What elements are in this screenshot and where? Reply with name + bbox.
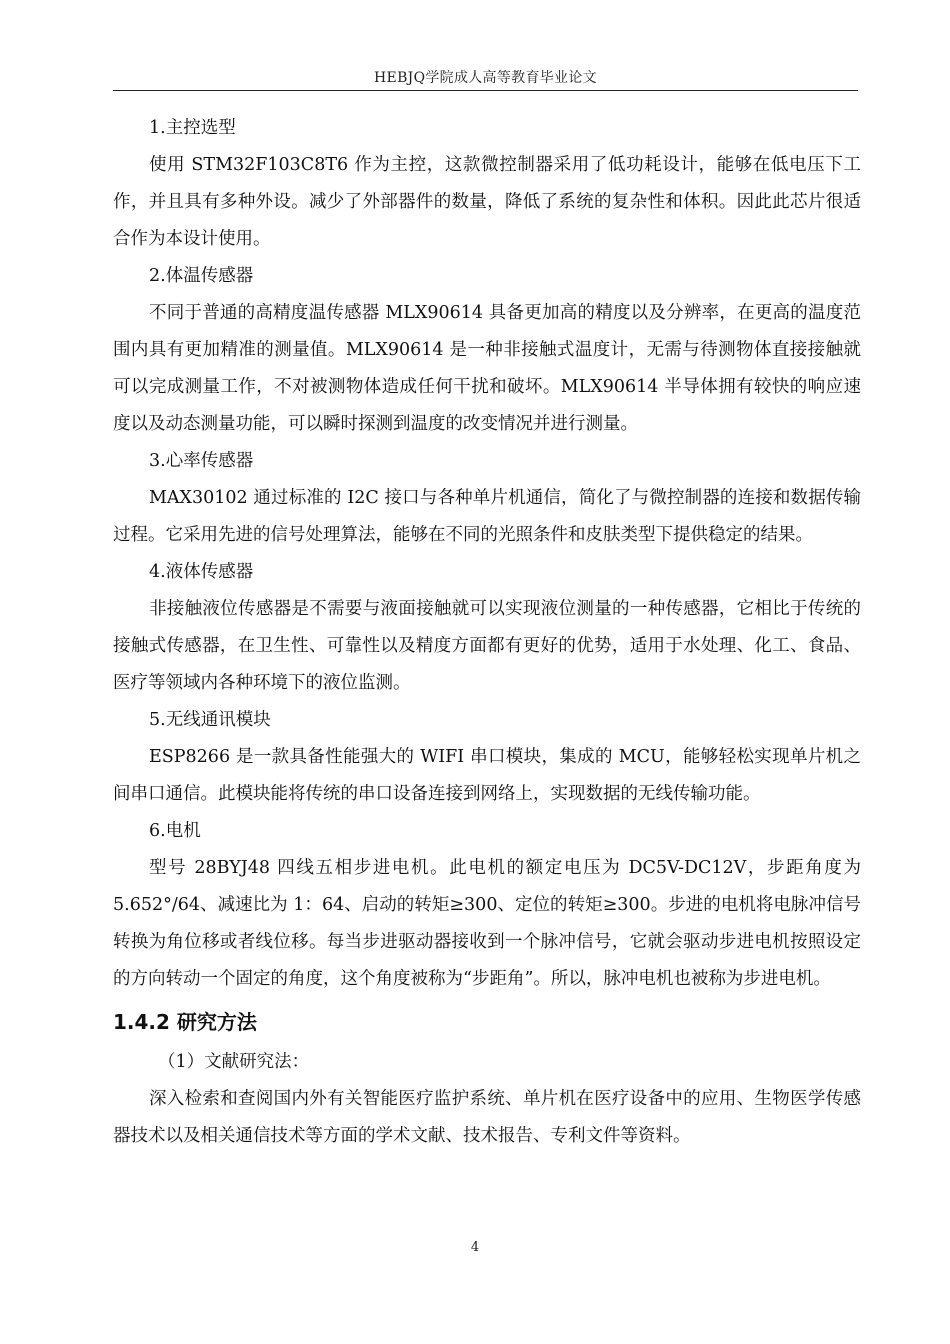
item-heading: 4.液体传感器 bbox=[149, 562, 254, 582]
paragraph: 深入检索和查阅国内外有关智能医疗监护系统、单片机在医疗设备中的应用、生物医学传感器技术以及相关通信技术等方面的学术文献、技术报告、专利文件等资料。 bbox=[113, 1089, 861, 1146]
paragraph: MAX30102 通过标准的 I2C 接口与各种单片机通信，简化了与微控制器的连接和数据传输过程。它采用先进的信号处理算法，能够在不同的光照条件和皮肤类型下提供稳定的结果。 bbox=[113, 488, 861, 545]
item-heading: 1.主控选型 bbox=[149, 118, 236, 138]
item-heading: 3.心率传感器 bbox=[149, 451, 254, 471]
paragraph: 使用 STM32F103C8T6 作为主控，这款微控制器采用了低功耗设计，能够在低电压下工作，并且具有多种外设。减少了外部器件的数量，降低了系统的复杂性和体积。因此此芯片很适合作为本设计使用。 bbox=[113, 155, 861, 249]
body-text bbox=[113, 110, 861, 1155]
item-heading: 5.无线通讯模块 bbox=[149, 710, 271, 730]
page-number: 4 bbox=[470, 1240, 480, 1255]
header-rule bbox=[113, 90, 858, 91]
page-header: HEBJQ学院成人高等教育毕业论文 bbox=[374, 70, 597, 86]
paragraph: ESP8266 是一款具备性能强大的 WIFI 串口模块，集成的 MCU，能够轻松实现单片机之间串口通信。此模块能将传统的串口设备连接到网络上，实现数据的无线传输功能。 bbox=[113, 747, 861, 804]
item-heading: 6.电机 bbox=[149, 821, 201, 841]
paragraph: 不同于普通的高精度温传感器 MLX90614 具备更加高的精度以及分辨率，在更高的温度范围内具有更加精准的测量值。MLX90614 是一种非接触式温度计，无需与待测物体直接接触就可以完成测量工作，不对被测物体造成任何干扰和破坏。MLX90614 半导体拥有较快的响应速度以及动态测量功能，可以瞬时探测到温度的改变情况并进行测量。 bbox=[113, 303, 861, 434]
paragraph: 非接触液位传感器是不需要与液面接触就可以实现液位测量的一种传感器，它相比于传统的接触式传感器，在卫生性、可靠性以及精度方面都有更好的优势，适用于水处理、化工、食品、医疗等领域内各种环境下的液位监测。 bbox=[113, 599, 861, 693]
paragraph: 型号 28BYJ48 四线五相步进电机。此电机的额定电压为 DC5V-DC12V，步距角度为 5.652°/64、减速比为 1：64、启动的转矩≥300、定位的转矩≥300。步进的电机将电脉冲信号转换为角位移或者线位移。每当步进驱动器接收到一个脉冲信号，它就会驱动步进电机按照设定的方向转动一个固定的角度，这个角度被称为“步距角”。所以，脉冲电机也被称为步进电机。 bbox=[113, 858, 861, 989]
sub-heading: （1）文献研究法： bbox=[158, 1052, 310, 1072]
item-heading: 2.体温传感器 bbox=[149, 266, 254, 286]
section-heading: 1.4.2 研究方法 bbox=[113, 1010, 257, 1034]
